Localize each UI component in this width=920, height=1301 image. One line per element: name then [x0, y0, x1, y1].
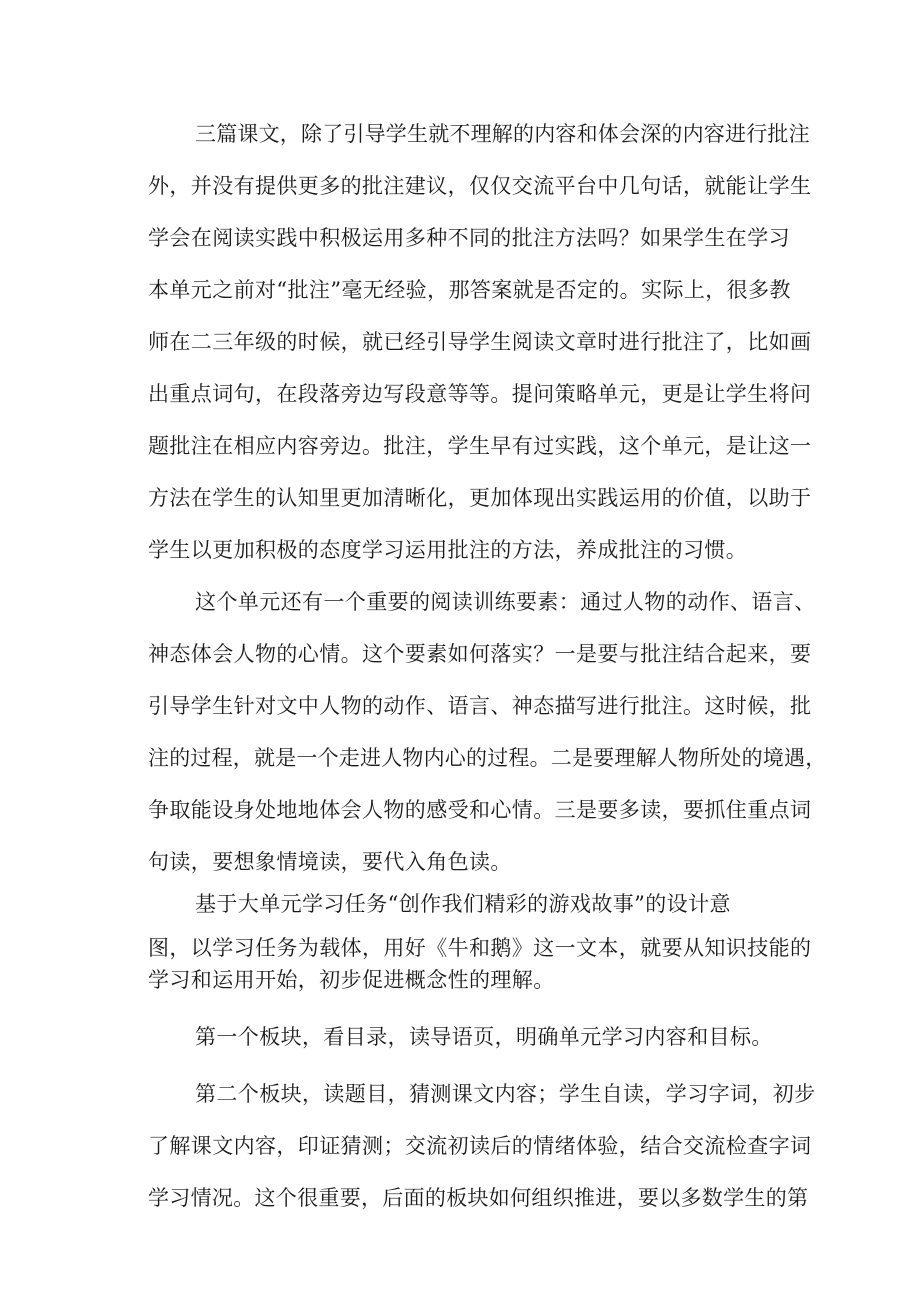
text-line: 题批注在相应内容旁边。批注，学生早有过实践，这个单元，是让这一: [148, 434, 812, 458]
text-line: 基于大单元学习任务“创作我们精彩的游戏故事”的设计意: [195, 892, 731, 916]
text-line: 出重点词句，在段落旁边写段意等等。提问策略单元，更是让学生将问: [148, 382, 812, 406]
text-line: 争取能设身处地地体会人物的感受和心情。三是要多读，要抓住重点词: [148, 798, 812, 822]
text-line: 引导学生针对文中人物的动作、语言、神态描写进行批注。这时候，批: [148, 694, 812, 718]
text-line: 这个单元还有一个重要的阅读训练要素：通过人物的动作、语言、: [195, 590, 816, 614]
text-line: 方法在学生的认知里更加清晰化，更加体现出实践运用的价值，以助于: [148, 486, 812, 510]
text-line: 学习和运用开始，初步促进概念性的理解。: [148, 968, 555, 992]
text-line: 了解课文内容，印证猜测；交流初读后的情绪体验，结合交流检查字词: [148, 1134, 812, 1158]
text-line: 师在二三年级的时候，就已经引导学生阅读文章时进行批注了，比如画: [148, 330, 812, 354]
text-line: 学会在阅读实践中积极运用多种不同的批注方法吗？如果学生在学习: [148, 226, 790, 250]
text-line: 第一个板块，看目录，读导语页，明确单元学习内容和目标。: [195, 1025, 773, 1049]
text-line: 外，并没有提供更多的批注建议，仅仅交流平台中几句话，就能让学生: [148, 174, 812, 198]
text-line: 注的过程，就是一个走进人物内心的过程。二是要理解人物所处的境遇，: [148, 746, 827, 770]
text-line: 学习情况。这个很重要，后面的板块如何组织推进，要以多数学生的第: [148, 1186, 809, 1210]
text-line: 本单元之前对“批注”毫无经验，那答案就是否定的。实际上，很多教: [148, 278, 791, 302]
text-line: 句读，要想象情境读，要代入角色读。: [148, 850, 512, 874]
text-line: 学生以更加积极的态度学习运用批注的方法，养成批注的习惯。: [148, 538, 748, 562]
text-line: 神态体会人物的心情。这个要素如何落实？一是要与批注结合起来，要: [148, 642, 812, 666]
text-line: 三篇课文，除了引导学生就不理解的内容和体会深的内容进行批注: [195, 122, 810, 146]
text-line: 图，以学习任务为载体，用好《牛和鹅》这一文本，就要从知识技能的: [148, 936, 812, 960]
text-line: 第二个板块，读题目，猜测课文内容；学生自读，学习字词，初步: [195, 1082, 816, 1106]
